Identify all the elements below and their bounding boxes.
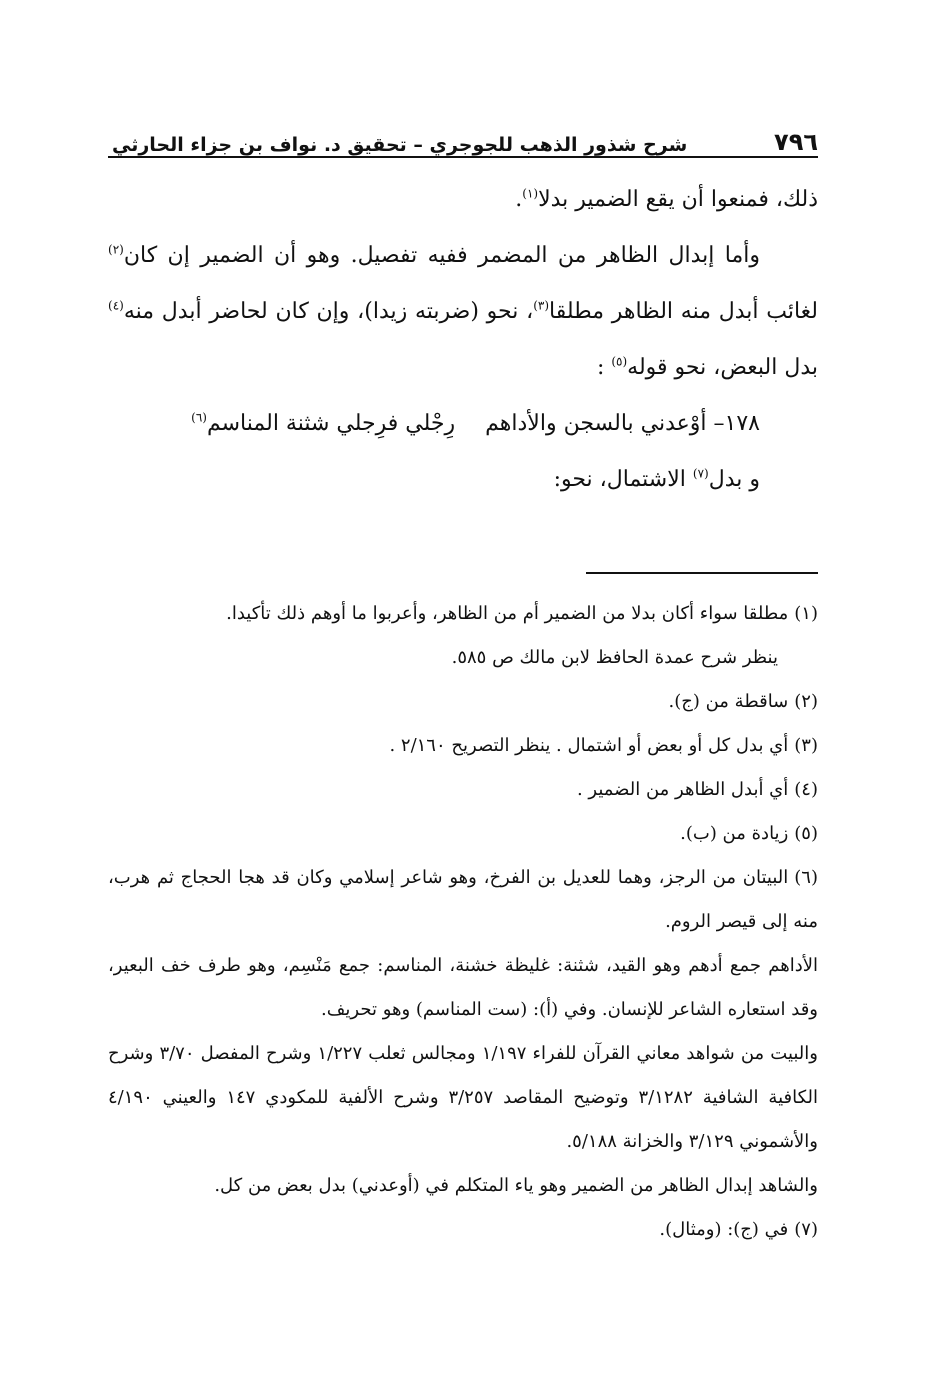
footnote-2-text: ساقطة من (ج). xyxy=(668,691,789,712)
footnote-1-line-1: مطلقا سواء أكان بدلا من الضمير أم من الظاهر، وأعربوا ما أوهم ذلك تأكيدا. xyxy=(226,603,789,624)
footnote-ref-7: (٧) xyxy=(692,466,709,481)
footnote-4-text: أي أبدل الظاهر من الضمير . xyxy=(576,779,789,800)
footnote-6-para-4-text: والشاهد إبدال الظاهر من الضمير وهو ياء المتكلم في (أوعدني) بدل بعض من كل. xyxy=(214,1175,818,1196)
footnote-1-number: (١) xyxy=(794,603,818,624)
footnote-separator xyxy=(586,572,818,574)
running-title: شرح شذور الذهب للجوجري – تحقيق د. نواف بن جزاء الحارثي xyxy=(112,134,688,156)
footnote-2 xyxy=(108,680,818,724)
footnotes xyxy=(108,592,818,1252)
paragraph-3-b: الاشتمال، نحو: xyxy=(553,467,693,492)
footnote-6-para-3 xyxy=(108,1032,818,1164)
footnote-4 xyxy=(108,768,818,812)
footnote-2-number: (٢) xyxy=(794,691,818,712)
footnote-ref-6: (٦) xyxy=(191,410,207,425)
page-number: ٧٩٦ xyxy=(774,128,818,156)
footnote-ref-4: (٤) xyxy=(108,298,124,313)
paragraph-2 xyxy=(108,228,818,396)
footnote-6-number: (٦) xyxy=(794,867,818,888)
footnote-7 xyxy=(108,1208,818,1252)
footnote-7-text: في (ج): (ومثال). xyxy=(659,1219,789,1240)
footnote-5 xyxy=(108,812,818,856)
footnote-1-cont xyxy=(108,636,818,680)
footnote-7-number: (٧) xyxy=(794,1219,818,1240)
paragraph-2-a: وأما إبدال الظاهر من المضمر ففيه تفصيل. وهو أن الضمير إن كان xyxy=(123,243,760,268)
footnote-ref-5: (٥) xyxy=(611,354,628,369)
verse-number: ١٧٨– xyxy=(713,411,760,436)
paragraph-2-e: : xyxy=(596,355,612,380)
paragraph-3 xyxy=(108,452,818,508)
footnote-6 xyxy=(108,856,818,944)
footnote-1-line-2: ينظر شرح عمدة الحافظ لابن مالك ص ٥٨٥. xyxy=(451,647,778,668)
footnote-5-number: (٥) xyxy=(794,823,818,844)
footnote-3-text: أي بدل كل أو بعض أو اشتمال . ينظر التصريح ٢/١٦٠ . xyxy=(389,735,789,756)
footnote-6-para-4 xyxy=(108,1164,818,1208)
footnote-6-para-3-text: والبيت من شواهد معاني القرآن للفراء ١/١٩٧ ومجالس ثعلب ١/٢٢٧ وشرح المفصل ٣/٧٠ وشرح الكافية الشافية ٣/١٢٨٢ وتوضيح المقاصد ٣/٢٥٧ وشرح الألفية للمكودي ١٤٧ والعيني ٤/١٩٠ والأشموني ٣/١٢٩ والخزانة ٥/١٨٨. xyxy=(108,1043,819,1152)
footnote-6-para-2 xyxy=(108,944,818,1032)
footnote-6-text: البيتان من الرجز، وهما للعديل بن الفرخ، وهو شاعر إسلامي وكان قد هجا الحجاج ثم هرب، منه إلى قيصر الروم. xyxy=(108,867,818,932)
paragraph-2-c: ، نحو (ضربته زيدا)، وإن كان لحاضر أبدل منه xyxy=(123,299,534,324)
footnote-1 xyxy=(108,592,818,636)
paragraph-1-text: ذلك، فمنعوا أن يقع الضمير بدلا xyxy=(538,187,818,212)
footnote-ref-2: (٢) xyxy=(108,242,124,257)
footnote-3 xyxy=(108,724,818,768)
paragraph-3-a: و بدل xyxy=(708,467,760,492)
running-header xyxy=(108,122,818,158)
verse-hemistich-2: رِجْلي فرِجلي شثنة المناسم xyxy=(206,411,456,436)
footnote-ref-1: (١) xyxy=(522,186,539,201)
footnote-3-number: (٣) xyxy=(794,735,818,756)
paragraph-1-tail: . xyxy=(515,187,523,212)
paragraph-1 xyxy=(108,172,818,228)
main-text xyxy=(108,172,818,508)
footnote-6-para-2-text: الأداهم جمع أدهم وهو القيد، شثنة: غليظة خشنة، المناسم: جمع مَنْسِم، وهو طرف خف البعير، وقد استعاره الشاعر للإنسان. وفي (أ): (ست المناسم) وهو تحريف. xyxy=(108,955,818,1020)
footnote-5-text: زيادة من (ب). xyxy=(680,823,789,844)
verse-hemistich-1: أوْعدني بالسجن والأداهم xyxy=(485,411,707,436)
footnote-ref-3: (٣) xyxy=(533,298,550,313)
footnote-4-number: (٤) xyxy=(794,779,818,800)
paragraph-2-d: بدل البعض، نحو قوله xyxy=(627,355,818,380)
paragraph-2-b: لغائب أبدل منه الظاهر مطلقا xyxy=(549,299,818,324)
verse-178 xyxy=(108,396,818,452)
